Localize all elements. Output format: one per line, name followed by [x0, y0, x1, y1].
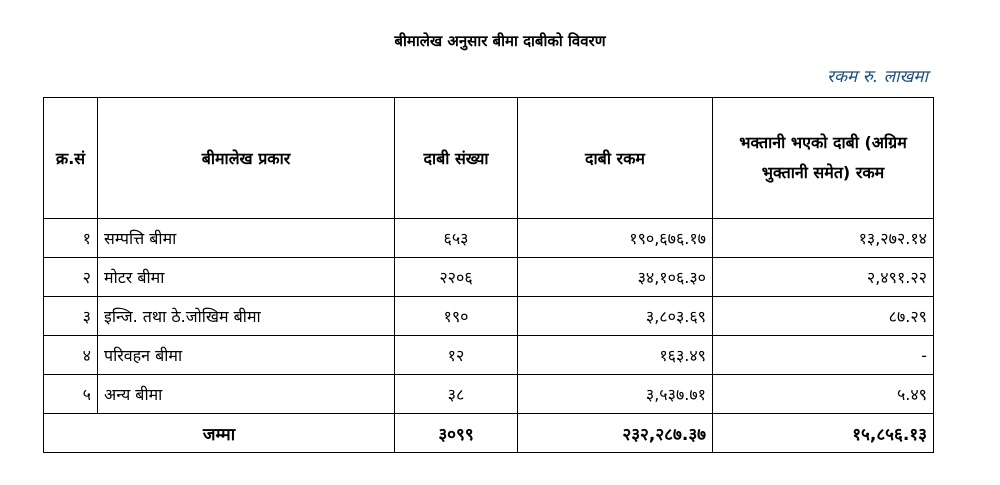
table-header-row — [44, 98, 934, 219]
cell-claim-count: १२ — [395, 336, 518, 375]
cell-policy-type: अन्य बीमा — [98, 375, 395, 414]
cell-paid-amount: ८७.२९ — [713, 297, 934, 336]
cell-claim-amount: ३,८०३.६९ — [518, 297, 713, 336]
cell-sn: १ — [44, 219, 98, 258]
unit-note: रकम रु. लाखमा — [827, 67, 928, 87]
cell-claim-count: ६५३ — [395, 219, 518, 258]
header-claim-amount: दाबी रकम — [518, 98, 713, 219]
table-total-row — [44, 414, 934, 453]
table-row — [44, 375, 934, 414]
total-claim-count: ३०९९ — [395, 414, 518, 453]
total-claim-amount: २३२,२८७.३७ — [518, 414, 713, 453]
cell-policy-type: इन्जि. तथा ठे.जोखिम बीमा — [98, 297, 395, 336]
header-claim-count: दाबी संख्या — [395, 98, 518, 219]
cell-paid-amount: १३,२७२.१४ — [713, 219, 934, 258]
cell-policy-type: परिवहन बीमा — [98, 336, 395, 375]
cell-paid-amount: - — [713, 336, 934, 375]
cell-sn: ३ — [44, 297, 98, 336]
table-row — [44, 336, 934, 375]
table-row — [44, 219, 934, 258]
cell-claim-count: ३८ — [395, 375, 518, 414]
header-sn: क्र.सं — [44, 98, 98, 219]
cell-policy-type: मोटर बीमा — [98, 258, 395, 297]
cell-claim-amount: ३,५३७.७१ — [518, 375, 713, 414]
header-paid-amount: भक्तानी भएको दाबी (अग्रिम भुक्तानी समेत) रकम — [713, 98, 934, 219]
claims-table — [43, 97, 934, 453]
total-paid-amount: १५,८५६.१३ — [713, 414, 934, 453]
cell-policy-type: सम्पत्ति बीमा — [98, 219, 395, 258]
document-title: बीमालेख अनुसार बीमा दाबीको विवरण — [394, 32, 606, 50]
cell-claim-count: २२०६ — [395, 258, 518, 297]
cell-claim-amount: १९०,६७६.१७ — [518, 219, 713, 258]
cell-claim-amount: ३४,१०६.३० — [518, 258, 713, 297]
header-policy-type: बीमालेख प्रकार — [98, 98, 395, 219]
cell-claim-count: १९० — [395, 297, 518, 336]
cell-sn: २ — [44, 258, 98, 297]
cell-paid-amount: २,४९१.२२ — [713, 258, 934, 297]
cell-sn: ४ — [44, 336, 98, 375]
total-label: जम्मा — [44, 414, 395, 453]
cell-paid-amount: ५.४९ — [713, 375, 934, 414]
table-row — [44, 297, 934, 336]
cell-sn: ५ — [44, 375, 98, 414]
cell-claim-amount: १६३.४९ — [518, 336, 713, 375]
table-row — [44, 258, 934, 297]
